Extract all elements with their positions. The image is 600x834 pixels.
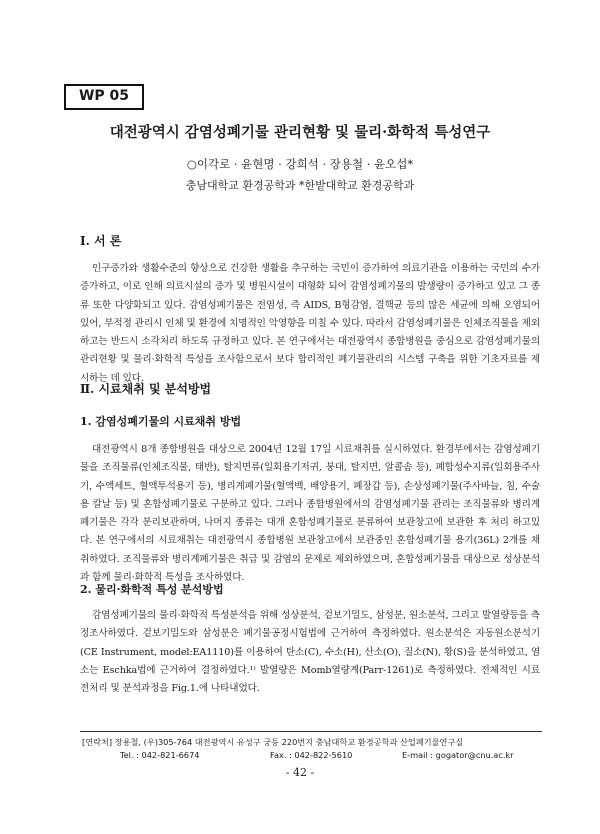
page-number: - 42 - xyxy=(285,766,315,779)
subsection-heading-analysis: 2. 물리·화학적 특성 분석방법 xyxy=(80,583,224,596)
affiliation: 충남대학교 환경공학과 *한밭대학교 환경공학과 xyxy=(185,179,415,192)
contact-email: E-mail : gogator@cnu.ac.kr xyxy=(402,750,514,760)
contact-line: [연락처] 장용철, (우)305-764 대전광역시 유성구 궁동 220번지 충남대학교 환경공학과 산업폐기물연구실 xyxy=(82,737,464,747)
paper-title: 대전광역시 감염성폐기물 관리현황 및 물리·화학적 특성연구 xyxy=(109,124,491,141)
author-list: ○이각로 · 윤현명 · 강희석 · 장용철 · 윤오섭* xyxy=(186,157,414,171)
section-heading-methods: Ⅱ. 시료채취 및 분석방법 xyxy=(80,382,212,396)
contact-fax: Fax. : 042-822-5610 xyxy=(270,750,353,760)
footer-divider xyxy=(80,731,542,732)
paper-code: WP 05 xyxy=(78,88,130,104)
sampling-paragraph: 대전광역시 8개 종합병원을 대상으로 2004년 12월 17일 시료채취를 실시하였다. 환경부에서는 감염성폐기물을 조직물류(인체조직물, 태반), 탈지면류(일회용기저귀, 붕대, 탈지면, 알콜솜 등), 폐합성수지류(일회용주사기, 수액세트, 혈액투석용기 등), 병리계폐기물(혈액백, 배양용기, 폐장갑 등), 손상성폐기물(주사바늘, 침, 수술용 칼날 등) 및 혼합성폐기물로 구분하고 있다. 그러나 종합병원에서의 감염성폐기물 관리는 조직물류와 병리계폐기물은 각각 분리보관하며, 나머지 종류는 대개 혼합성폐기물로 분류하여 보관창고에 보관한 후 처리 하고있다. 본 연구에서의 시료채취는 대전광역시 종합병원 보관창고에서 보관중인 혼합성폐기물 용기(36L) 2개를 채취하였다. 조직물류와 병리계폐기물은 취급 및 감염의 문제로 제외하였으며, 혼합성폐기물을 대상으로 성상분석과 함께 물리·화학적 특성을 조사하였다. xyxy=(80,444,540,584)
analysis-paragraph: 감염성폐기물의 물리·화학적 특성분석을 위해 성상분석, 겉보기밀도, 삼성분, 원소분석, 그리고 발열량등을 측정조사하였다. 겉보기밀도와 삼성분은 폐기물공정시험법에 근거하여 측정하였다. 원소분석은 자동원소분석기(CE Instrument, model:EA1110)를 이용하여 탄소(C), 수소(H), 산소(O), 질소(N), 황(S)을 분석하였고, 염소는 Eschka법에 근거하여 결정하였다.¹⁾ 발열량은 Momb열량계(Parr-1261)로 측정하였다. 전체적인 시료 전처리 및 분석과정을 Fig.1.에 나타내었다. xyxy=(80,610,540,695)
paper-code-box xyxy=(64,84,144,110)
contact-tel: Tel. : 042-821-6674 xyxy=(120,750,200,760)
subsection-heading-sampling: 1. 감염성폐기물의 시료채취 방법 xyxy=(80,415,242,428)
introduction-paragraph: 인구증가와 생활수준의 향상으로 건강한 생활을 추구하는 국민이 증가하여 의료기관을 이용하는 국민의 수가 증가하고, 이로 인해 의료시설의 증가 및 병원시설이 대형화 되어 감염성폐기물의 발생량이 증가하고 있고 그 종류 또한 다양화되고 있다. 감염성폐기물은 전염성, 즉 AIDS, B형감염, 결핵균 등의 많은 세균에 의해 오염되어 있어, 부적정 관리시 인체 및 환경에 치명적인 악영향을 미칠 수 있다. 따라서 감염성폐기물은 인체조직물을 제외하고는 반드시 소각처리 하도록 규정하고 있다. 본 연구에서는 대전광역시 종합병원을 중심으로 감염성폐기물의 관리현황 및 물리·화학적 특성을 조사함으로서 보다 합리적인 폐기물관리의 시스템 구축을 위한 기초자료를 제시하는 데 있다. xyxy=(80,263,540,384)
section-heading-introduction: Ⅰ. 서 론 xyxy=(80,234,122,248)
